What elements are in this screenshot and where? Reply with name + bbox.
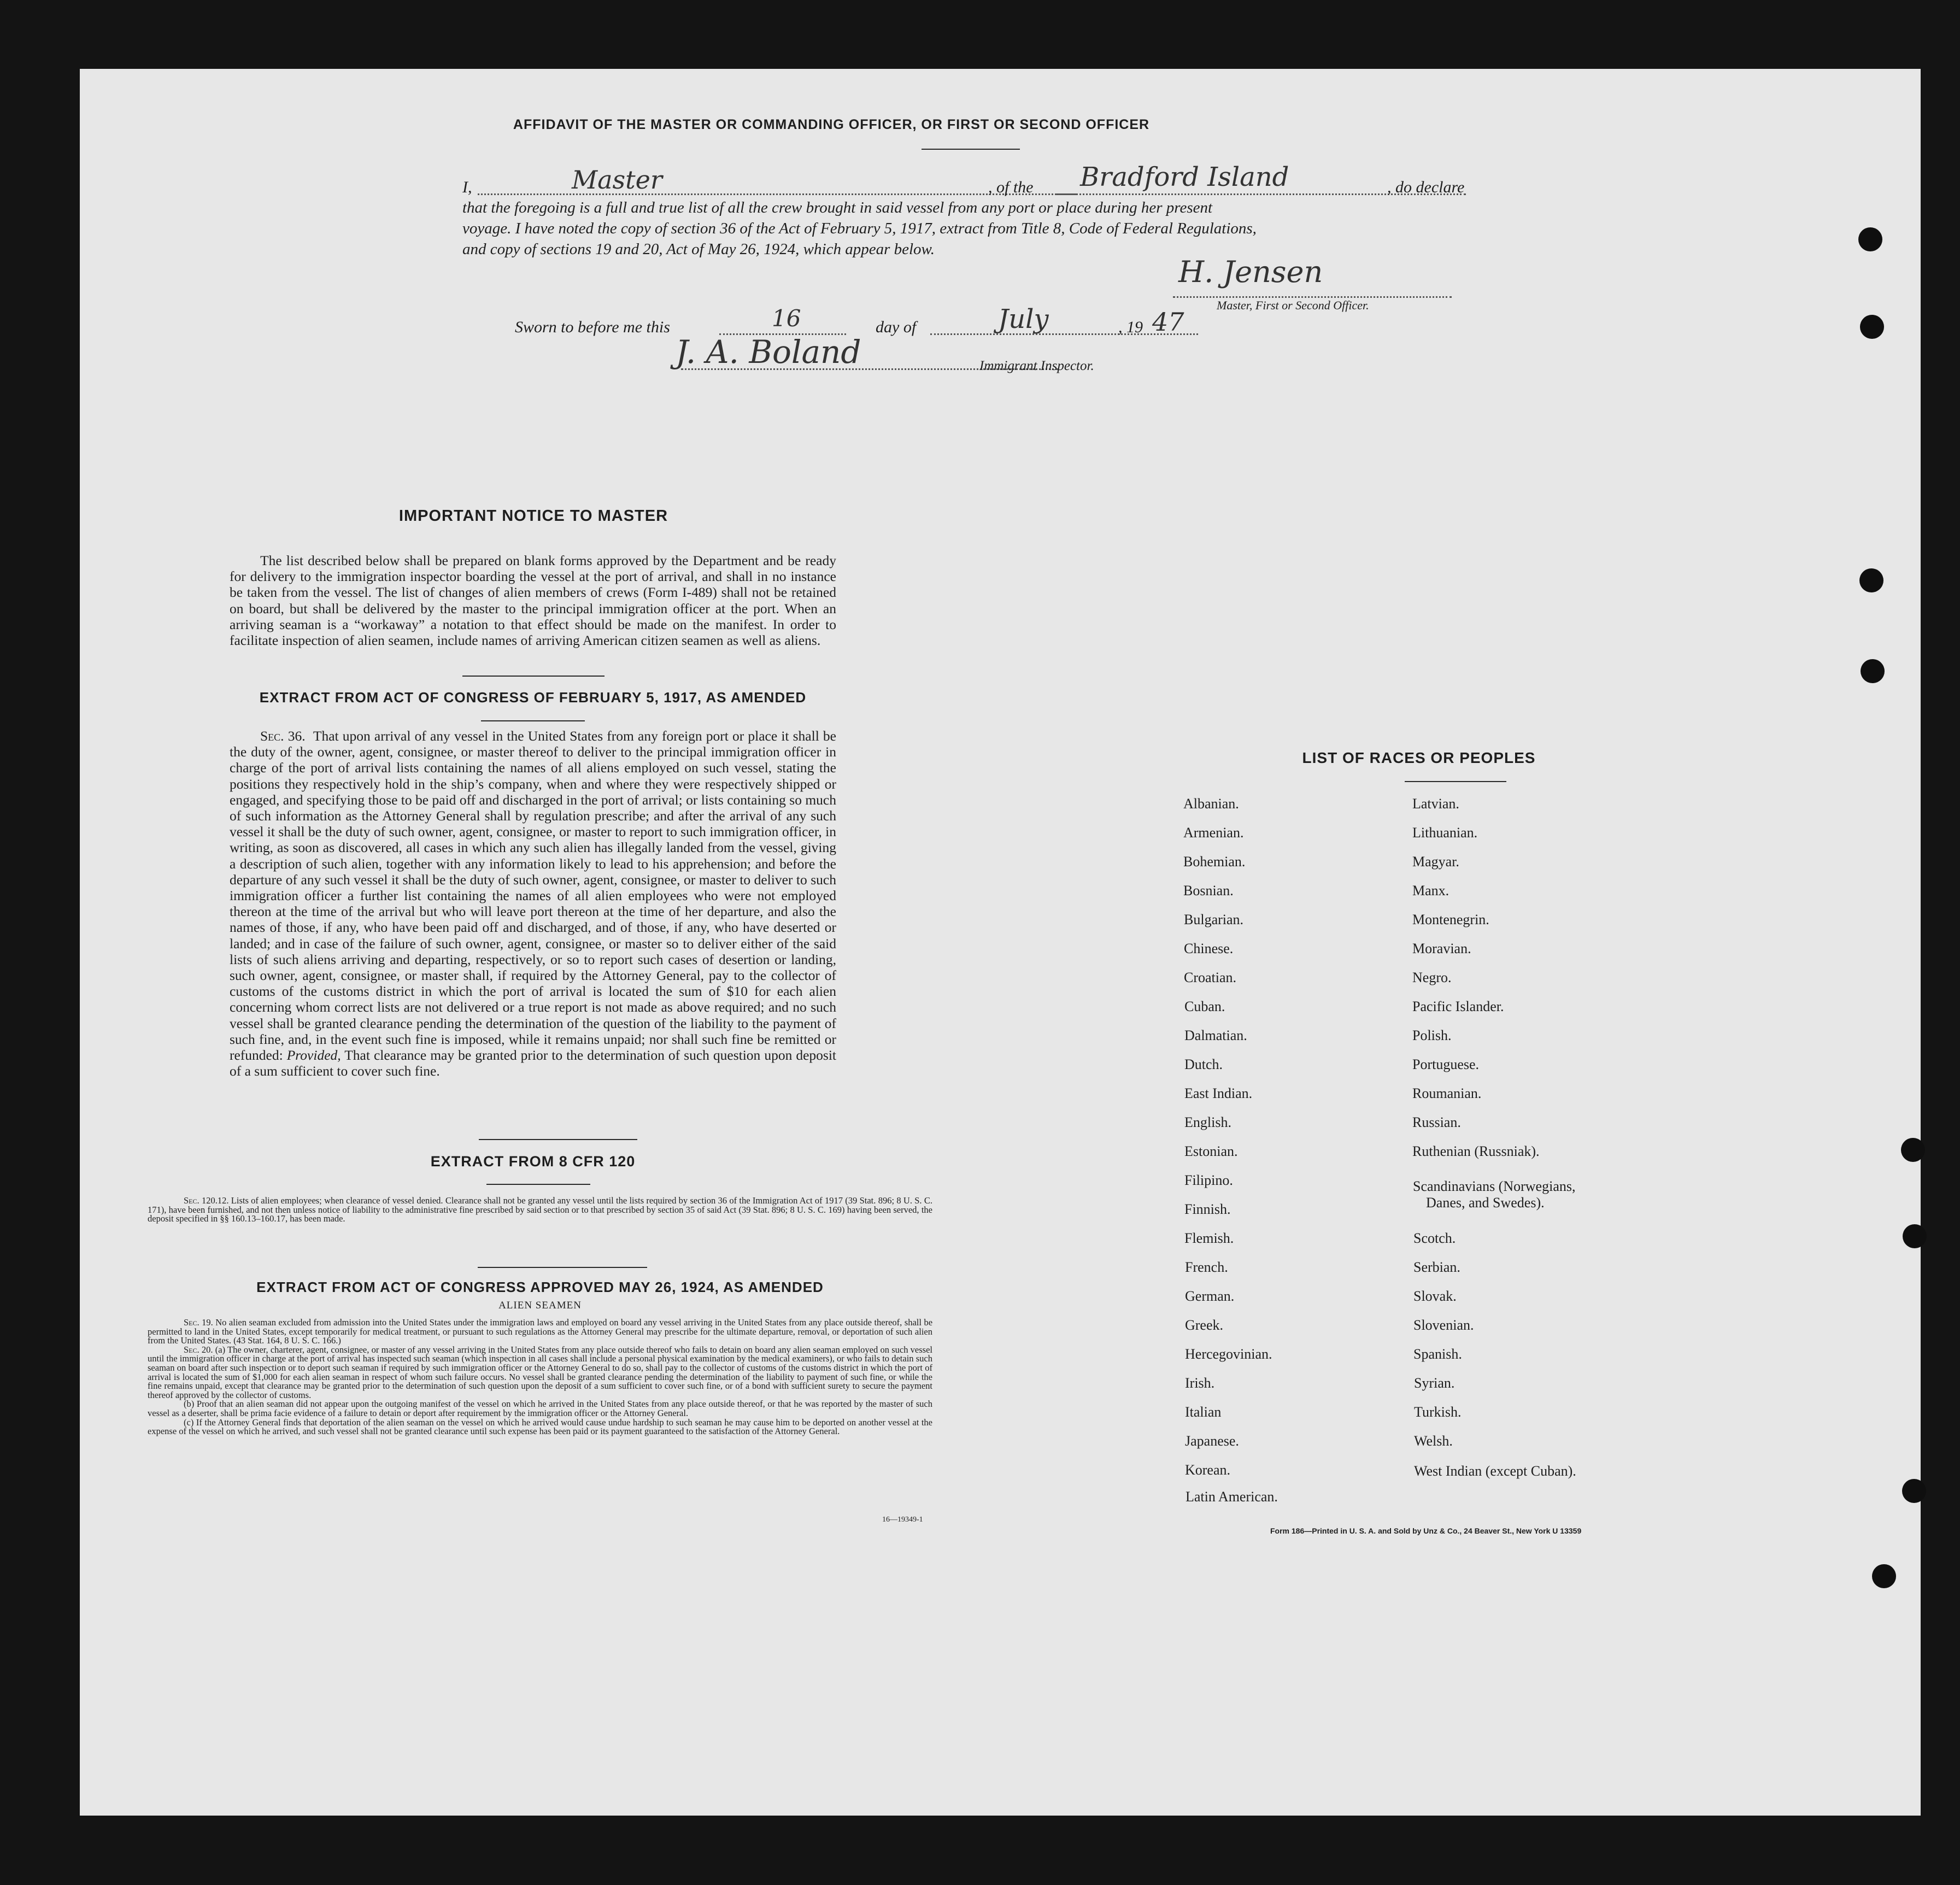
sec-120-12-paragraph xyxy=(148,1196,932,1224)
notice-title: IMPORTANT NOTICE TO MASTER xyxy=(398,507,668,525)
printer-imprint: Form 186—Printed in U. S. A. and Sold by Unz & Co., 24 Beaver St., New York U 13359 xyxy=(1270,1526,1582,1535)
race-left-17: German. xyxy=(1185,1288,1235,1304)
extract-cfr-title: EXTRACT FROM 8 CFR 120 xyxy=(430,1153,636,1170)
affidavit-name-blank xyxy=(478,193,1076,195)
race-right-west-indian: West Indian (except Cuban). xyxy=(1414,1463,1576,1479)
race-right-11: Russian. xyxy=(1412,1114,1461,1130)
punch-hole xyxy=(1903,1224,1927,1248)
race-left-8: Dalmatian. xyxy=(1184,1027,1247,1043)
race-left-22: Japanese. xyxy=(1185,1433,1239,1449)
sworn-prefix: Sworn to before me this xyxy=(515,318,670,336)
sec-20-label: Sec. 20. xyxy=(184,1344,213,1355)
sec-120-12-label: Sec. 120.12. xyxy=(184,1195,229,1206)
punch-hole xyxy=(1859,568,1883,592)
race-left-10: East Indian. xyxy=(1184,1085,1253,1101)
sec-20b-paragraph: (b) Proof that an alien seaman did not appear upon the outgoing manifest of the vessel on which he arrived in the United States from any place outside thereof, or that he was reported by the master of such vessel as a deserter, shall be prima facie evidence of a failure to detain or deport after requirement by the immigration officer or the Attorney General. xyxy=(148,1399,932,1418)
sec-36-label: Sec. 36. xyxy=(260,728,306,744)
race-left-9: Dutch. xyxy=(1184,1056,1223,1072)
race-left-7: Cuban. xyxy=(1184,999,1225,1014)
affidavit-title: AFFIDAVIT OF THE MASTER OR COMMANDING OFFICER, OR FIRST OR SECOND OFFICER xyxy=(513,117,1150,132)
notice-paragraph: The list described below shall be prepared on blank forms approved by the Department and be ready for delivery to the immigration inspector boarding the vessel at the port of arrival, and shall in no instance be taken from the vessel. The list of changes of alien members of crews (Form I-489) shall not be retained on board, but shall be delivered by the master to the principal immigration officer at the port. When an arriving seaman is a “workaway” a notation to that effect should be made on the manifest. In order to facilitate inspection of alien seamen, include names of arriving American citizen seamen as well as aliens. xyxy=(230,553,836,649)
sec-36-paragraph xyxy=(230,728,836,1079)
extract-1917-text xyxy=(230,728,836,1079)
affidavit-handwritten-vessel: Bradford Island xyxy=(1080,162,1289,192)
race-left-4: Bulgarian. xyxy=(1184,912,1244,927)
inspector-caption: Immigrant Inspector. xyxy=(979,359,1094,373)
scandinavians-line-2: Danes, and Swedes). xyxy=(1426,1195,1545,1211)
extract-cfr-text xyxy=(148,1196,932,1224)
race-left-1: Armenian. xyxy=(1183,825,1244,841)
sworn-year: 47 xyxy=(1152,307,1184,337)
scandinavians-line-1: Scandinavians (Norwegians, xyxy=(1413,1178,1576,1194)
race-right-syrian: Syrian. xyxy=(1414,1375,1455,1391)
affidavit-do-declare: , do declare xyxy=(1387,178,1465,196)
races-title: LIST OF RACES OR PEOPLES xyxy=(1302,749,1536,766)
race-right-8: Polish. xyxy=(1412,1027,1452,1043)
race-right-spanish: Spanish. xyxy=(1413,1346,1462,1362)
affidavit-handwritten-name: Master xyxy=(572,165,662,195)
sec-19-text: No alien seaman excluded from admission into the United States under the immigration laws and employed on board any vessel arriving in the United States from any place outside thereof, shall be permitted to land in the United States, except temporarily for medical treatment, or pursuant to such regulations as the Attorney General may prescribe for the ultimate departure, removal, or deportation of such alien from the United States. (43 Stat. 164, 8 U. S. C. 166.) xyxy=(148,1317,933,1346)
races-rule xyxy=(1405,781,1506,782)
sworn-year-prefix: , 19 xyxy=(1118,318,1143,336)
race-right-10: Roumanian. xyxy=(1412,1085,1482,1101)
notice-text xyxy=(230,553,836,648)
race-left-16: French. xyxy=(1185,1259,1228,1275)
sec-120-12-text: Lists of alien employees; when clearance of vessel denied. Clearance shall not be granted any vessel until the lists required by section 36 of the Immigration Act of 1917 (39 Stat. 896; 8 U. S. C. 171), have been furnished, and not then unless notice of liability to the administrative fine prescribed by said section or to that prescribed by section 35 of said Act (39 Stat. 896; 8 U. S. C. 169) having been served, the deposit specified in §§ 160.13–160.17, has been made. xyxy=(148,1195,933,1224)
race-right-3: Manx. xyxy=(1412,883,1450,899)
extract-1917-rule xyxy=(481,720,585,721)
master-signature-caption: Master, First or Second Officer. xyxy=(1217,298,1369,312)
race-left-12: Estonian. xyxy=(1184,1143,1238,1159)
race-left-5: Chinese. xyxy=(1184,941,1234,956)
race-right-4: Montenegrin. xyxy=(1412,912,1489,927)
race-right-slovenian: Slovenian. xyxy=(1413,1317,1474,1333)
sec-19-paragraph xyxy=(148,1318,932,1346)
extract-1917-title: EXTRACT FROM ACT OF CONGRESS OF FEBRUARY 5, 1917, AS AMENDED xyxy=(259,689,807,706)
sworn-month: July xyxy=(998,304,1049,334)
race-left-15: Flemish. xyxy=(1184,1230,1234,1246)
extract-1924-text xyxy=(148,1318,932,1436)
race-left-21: Italian xyxy=(1185,1404,1222,1420)
sec-20a-paragraph xyxy=(148,1346,932,1400)
sec-19-label: Sec. 19. xyxy=(184,1317,213,1328)
race-right-welsh: Welsh. xyxy=(1414,1433,1453,1449)
race-right-serbian: Serbian. xyxy=(1413,1259,1460,1275)
race-left-14: Finnish. xyxy=(1184,1201,1231,1217)
extract-1917-end-rule xyxy=(479,1139,637,1140)
affidavit-line1-prefix: I, xyxy=(462,178,472,196)
punch-hole xyxy=(1902,1479,1926,1503)
sworn-day-of: day of xyxy=(876,318,917,336)
punch-hole xyxy=(1860,315,1884,339)
punch-hole xyxy=(1858,227,1882,251)
affidavit-line2: that the foregoing is a full and true list of all the crew brought in said vessel from any port or place during her present xyxy=(462,199,1213,216)
sec-20c-paragraph: (c) If the Attorney General finds that deportation of the alien seaman on the vessel on which he arrived would cause undue hardship to such seaman he may cause him to be deported on another vessel at the expense of the vessel on which he arrived, and such vessel shall not be granted clearance until such expense has been paid or its payment guaranteed to the satisfaction of the Attorney General. xyxy=(148,1417,932,1437)
sworn-day: 16 xyxy=(772,305,801,332)
affidavit-rule xyxy=(922,149,1020,150)
punch-hole xyxy=(1872,1564,1896,1588)
race-left-11: English. xyxy=(1184,1114,1231,1130)
race-right-5: Moravian. xyxy=(1412,941,1471,956)
race-left-6: Croatian. xyxy=(1184,970,1237,985)
race-left-2: Bohemian. xyxy=(1183,854,1246,870)
race-right-7: Pacific Islander. xyxy=(1412,999,1504,1014)
extract-cfr-rule xyxy=(486,1184,590,1185)
race-right-2: Magyar. xyxy=(1412,854,1459,870)
race-right-0: Latvian. xyxy=(1412,796,1459,812)
form-page xyxy=(80,69,1921,1816)
master-signature: H. Jensen xyxy=(1178,255,1323,289)
race-left-20: Irish. xyxy=(1185,1375,1215,1391)
race-right-scandinavians xyxy=(1413,1178,1575,1211)
race-left-24: Latin American. xyxy=(1186,1489,1278,1505)
punch-hole xyxy=(1861,659,1885,683)
race-left-18: Greek. xyxy=(1185,1317,1224,1333)
race-right-9: Portuguese. xyxy=(1412,1056,1480,1072)
master-signature-line xyxy=(1173,296,1452,298)
race-left-13: Filipino. xyxy=(1184,1172,1233,1188)
extract-1924-title: EXTRACT FROM ACT OF CONGRESS APPROVED MAY 26, 1924, AS AMENDED xyxy=(256,1279,824,1295)
race-right-turkish: Turkish. xyxy=(1414,1404,1462,1420)
notice-rule xyxy=(462,676,605,677)
race-left-0: Albanian. xyxy=(1183,796,1239,812)
race-right-6: Negro. xyxy=(1412,970,1452,985)
race-right-1: Lithuanian. xyxy=(1412,825,1478,841)
sec-36-provided: Provided, xyxy=(286,1047,341,1064)
sec-36-text-b: That clearance may be granted prior to the determination of such question upon deposit of a sum sufficient to cover such fine. xyxy=(230,1047,836,1079)
inspector-signature: J. A. Boland xyxy=(676,333,861,371)
affidavit-of-the: , of the xyxy=(988,178,1034,196)
sec-36-text-a: That upon arrival of any vessel in the United States from any foreign port or place it shall be the duty of the owner, agent, consignee, or master thereof to deliver to the principal immigration officer in charge of the port of arrival lists containing the names of all aliens employed on such vessel, stating the positions they respectively hold in the ship’s company, when and where they were respectively shipped or engaged, and specifying those to be paid off and discharged in the port of arrival; or lists containing so much of such information as the Attorney General shall by regulation prescribe; and after the arrival of any such vessel it shall be the duty of such owner, agent, consignee, or master to report to such immigration officer, in writing, as soon as discovered, all cases in which any such alien has illegally landed from the vessel, giving a description of such alien, together with any information likely to lead to his apprehension; and before the departure of any such vessel it shall be the duty of such owner, agent, consignee, or master to deliver to such immigration officer a further list containing the names of all alien employees who were not employed thereon at the time of the arrival but who will leave port thereon at the time of her departure, and also the names of those, if any, who have been paid off and discharged, and of those, if any, who have deserted or landed; and in case of the failure of such owner, agent, consignee, or master so to deliver either of the said lists of such aliens arriving and departing, respectively, or so to report such cases of desertion or landing, such owner, agent, consignee, or master shall, if required by the Attorney General, pay to the collector of customs of the customs district in which the port of arrival is located the sum of $10 for each alien concerning whom correct lists are not delivered or a true report is not made as above required; and no such vessel shall be granted clearance pending the determination of the question of the liability to the payment of such fine, and, in the event such fine is imposed, while it remains unpaid; nor shall such fine be remitted or refunded: xyxy=(230,728,837,1064)
race-left-19: Hercegovinian. xyxy=(1185,1346,1272,1362)
race-right-scotch: Scotch. xyxy=(1413,1230,1456,1246)
race-left-3: Bosnian. xyxy=(1183,883,1234,899)
form-number: 16—19349-1 xyxy=(882,1516,923,1524)
affidavit-line4: and copy of sections 19 and 20, Act of May 26, 1924, which appear below. xyxy=(462,240,935,258)
extract-cfr-end-rule xyxy=(478,1267,647,1268)
sec-20a-text: (a) The owner, charterer, agent, consignee, or master of any vessel arriving in the United States from any place outside thereof who fails to detain on board any alien seaman employed on such vessel until the immigration officer in charge at the port of arrival has inspected such seaman (which inspection in all cases shall include a personal physical examination by the medical examiners), or who fails to detain such seaman on board after such inspection or to deport such seaman if required by such immigration officer or the Attorney General to do so, shall pay to the collector of customs of the customs district in which the port of arrival is located the sum of $1,000 for each alien seaman in respect of whom such failure occurs. No vessel shall be granted clearance pending the determination of the liability to payment of such fine, or while the fine remains unpaid, except that clearance may be granted prior to the determination of such question upon the deposit of a sum sufficient to cover such fine, or of a bond with sufficient surety to secure the payment thereof approved by the collector of customs. xyxy=(148,1344,933,1400)
extract-1924-subtitle: ALIEN SEAMEN xyxy=(498,1300,582,1311)
race-left-23: Korean. xyxy=(1185,1462,1231,1478)
race-right-12: Ruthenian (Russniak). xyxy=(1412,1143,1540,1159)
affidavit-line3: voyage. I have noted the copy of section 36 of the Act of February 5, 1917, extract from Title 8, Code of Federal Regulations, xyxy=(462,220,1257,237)
punch-hole xyxy=(1901,1138,1925,1162)
race-right-slovak: Slovak. xyxy=(1413,1288,1457,1304)
